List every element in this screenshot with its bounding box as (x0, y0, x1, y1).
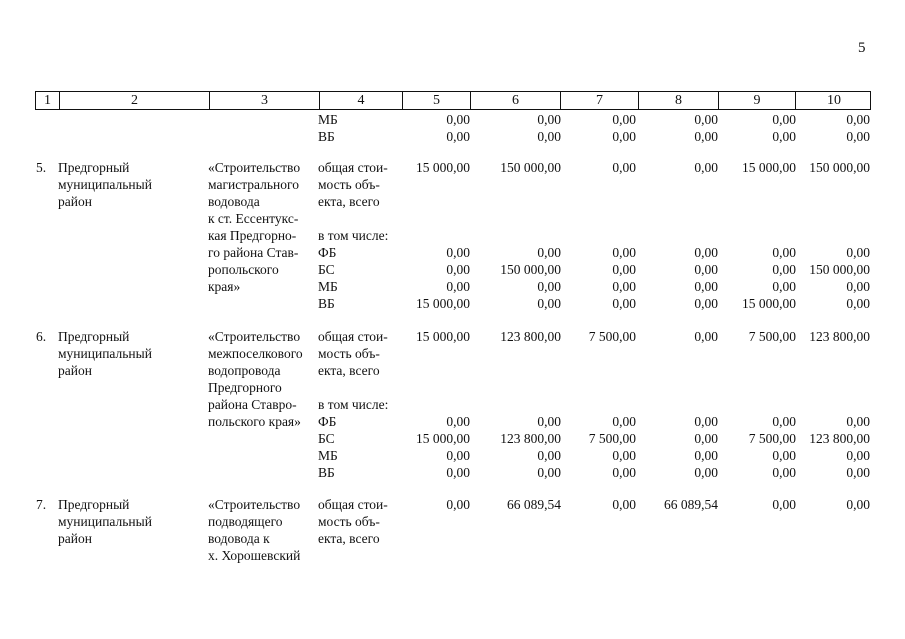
funding-row-value: 150 000,00 (500, 262, 561, 277)
funding-row-value: 7 500,00 (588, 431, 636, 446)
object-line: го района Став- (208, 245, 299, 260)
total-value: 7 500,00 (588, 329, 636, 344)
total-value: 150 000,00 (500, 160, 561, 175)
object-line: «Строительство (208, 160, 301, 175)
funding-row-value: 0,00 (694, 414, 718, 429)
header-cell: 2 (60, 92, 210, 109)
funding-row-value: 0,00 (846, 465, 870, 480)
funding-row-value: 0,00 (612, 465, 636, 480)
object-line: «Строительство (208, 497, 301, 512)
funding-row-label: МБ (318, 279, 338, 294)
header-cell: 8 (639, 92, 719, 109)
carry-row-value: 0,00 (446, 129, 470, 144)
funding-row-value: 0,00 (446, 414, 470, 429)
carry-row-value: 0,00 (612, 112, 636, 127)
funding-row-value: 0,00 (694, 279, 718, 294)
district-line: муниципальный (58, 514, 152, 529)
total-value: 7 500,00 (748, 329, 796, 344)
total-value: 0,00 (772, 497, 796, 512)
funding-row-value: 0,00 (446, 262, 470, 277)
including-label: в том числе: (318, 228, 389, 243)
carry-row-value: 0,00 (846, 112, 870, 127)
carry-row-value: 0,00 (446, 112, 470, 127)
funding-row-value: 0,00 (537, 414, 561, 429)
funding-row-value: 0,00 (772, 279, 796, 294)
district-line: Предгорный (58, 329, 130, 344)
funding-row-value: 0,00 (694, 465, 718, 480)
header-cell: 6 (471, 92, 561, 109)
total-label-line: мость объ- (318, 346, 380, 361)
object-line: ропольского (208, 262, 279, 277)
entry-number: 5. (36, 160, 47, 175)
funding-row-value: 150 000,00 (809, 262, 870, 277)
funding-row-label: МБ (318, 448, 338, 463)
total-label-line: мость объ- (318, 514, 380, 529)
funding-row-value: 15 000,00 (416, 431, 470, 446)
total-label-line: мость объ- (318, 177, 380, 192)
funding-row-value: 0,00 (612, 296, 636, 311)
funding-row-value: 0,00 (772, 465, 796, 480)
funding-row-value: 15 000,00 (416, 296, 470, 311)
funding-row-label: ВБ (318, 465, 335, 480)
carry-row-value: 0,00 (537, 112, 561, 127)
carry-row-value: 0,00 (537, 129, 561, 144)
funding-row-value: 123 800,00 (500, 431, 561, 446)
district-line: муниципальный (58, 177, 152, 192)
funding-row-value: 0,00 (446, 448, 470, 463)
funding-row-value: 0,00 (694, 448, 718, 463)
funding-row-value: 0,00 (537, 296, 561, 311)
page-number: 5 (858, 40, 866, 56)
funding-row-value: 0,00 (694, 296, 718, 311)
object-line: польского края» (208, 414, 301, 429)
carry-row-value: 0,00 (612, 129, 636, 144)
carry-row-label: МБ (318, 112, 338, 127)
object-line: к ст. Ессентукс- (208, 211, 299, 226)
funding-row-value: 0,00 (446, 279, 470, 294)
header-cell: 5 (403, 92, 471, 109)
funding-row-value: 15 000,00 (742, 296, 796, 311)
funding-row-value: 0,00 (694, 431, 718, 446)
carry-row-value: 0,00 (846, 129, 870, 144)
total-value: 15 000,00 (742, 160, 796, 175)
object-line: межпоселкового (208, 346, 303, 361)
funding-row-value: 0,00 (537, 448, 561, 463)
object-line: х. Хорошевский (208, 548, 301, 563)
object-line: подводящего (208, 514, 283, 529)
header-cell: 4 (320, 92, 403, 109)
total-value: 0,00 (846, 497, 870, 512)
funding-row-value: 0,00 (772, 245, 796, 260)
including-label: в том числе: (318, 397, 389, 412)
table-header (35, 91, 871, 110)
funding-row-value: 0,00 (612, 279, 636, 294)
district-line: Предгорный (58, 497, 130, 512)
total-label-line: общая стои- (318, 497, 388, 512)
carry-row-value: 0,00 (772, 112, 796, 127)
object-line: края» (208, 279, 241, 294)
entry-number: 6. (36, 329, 47, 344)
funding-row-value: 0,00 (694, 245, 718, 260)
funding-row-value: 7 500,00 (748, 431, 796, 446)
funding-row-value: 0,00 (772, 448, 796, 463)
funding-row-value: 0,00 (446, 245, 470, 260)
funding-row-value: 0,00 (694, 262, 718, 277)
object-line: «Строительство (208, 329, 301, 344)
object-line: водовода к (208, 531, 270, 546)
total-label-line: екта, всего (318, 363, 380, 378)
header-cell: 1 (36, 92, 60, 109)
entry-number: 7. (36, 497, 47, 512)
funding-row-value: 0,00 (612, 448, 636, 463)
district-line: район (58, 531, 92, 546)
funding-row-value: 0,00 (537, 465, 561, 480)
funding-row-value: 0,00 (537, 279, 561, 294)
total-value: 66 089,54 (507, 497, 561, 512)
total-value: 0,00 (612, 497, 636, 512)
funding-row-value: 0,00 (846, 245, 870, 260)
total-value: 0,00 (446, 497, 470, 512)
total-value: 150 000,00 (809, 160, 870, 175)
carry-row-label: ВБ (318, 129, 335, 144)
header-cell: 3 (210, 92, 320, 109)
carry-row-value: 0,00 (694, 112, 718, 127)
total-value: 0,00 (694, 329, 718, 344)
district-line: Предгорный (58, 160, 130, 175)
object-line: Предгорного (208, 380, 282, 395)
object-line: магистрального (208, 177, 299, 192)
total-value: 123 800,00 (809, 329, 870, 344)
carry-row-value: 0,00 (772, 129, 796, 144)
total-label-line: екта, всего (318, 194, 380, 209)
funding-row-label: БС (318, 431, 335, 446)
district-line: район (58, 363, 92, 378)
funding-row-value: 0,00 (612, 414, 636, 429)
funding-row-value: 0,00 (612, 262, 636, 277)
funding-row-label: ФБ (318, 414, 337, 429)
funding-row-label: ФБ (318, 245, 337, 260)
funding-row-value: 0,00 (537, 245, 561, 260)
funding-row-value: 0,00 (846, 414, 870, 429)
total-value: 15 000,00 (416, 329, 470, 344)
district-line: муниципальный (58, 346, 152, 361)
total-label-line: общая стои- (318, 329, 388, 344)
funding-row-value: 0,00 (772, 414, 796, 429)
funding-row-label: ВБ (318, 296, 335, 311)
total-label-line: общая стои- (318, 160, 388, 175)
funding-row-label: БС (318, 262, 335, 277)
header-cell: 10 (827, 93, 841, 108)
total-value: 15 000,00 (416, 160, 470, 175)
funding-row-value: 0,00 (846, 279, 870, 294)
funding-row-value: 123 800,00 (809, 431, 870, 446)
total-value: 0,00 (612, 160, 636, 175)
header-cell: 9 (719, 92, 796, 109)
total-value: 66 089,54 (664, 497, 718, 512)
funding-row-value: 0,00 (846, 296, 870, 311)
funding-row-value: 0,00 (772, 262, 796, 277)
object-line: водовода (208, 194, 260, 209)
funding-row-value: 0,00 (446, 465, 470, 480)
total-label-line: екта, всего (318, 531, 380, 546)
carry-row-value: 0,00 (694, 129, 718, 144)
header-cell: 7 (561, 92, 639, 109)
object-line: района Ставро- (208, 397, 297, 412)
district-line: район (58, 194, 92, 209)
object-line: водопровода (208, 363, 281, 378)
total-value: 0,00 (694, 160, 718, 175)
total-value: 123 800,00 (500, 329, 561, 344)
object-line: кая Предгорно- (208, 228, 297, 243)
funding-row-value: 0,00 (612, 245, 636, 260)
funding-row-value: 0,00 (846, 448, 870, 463)
